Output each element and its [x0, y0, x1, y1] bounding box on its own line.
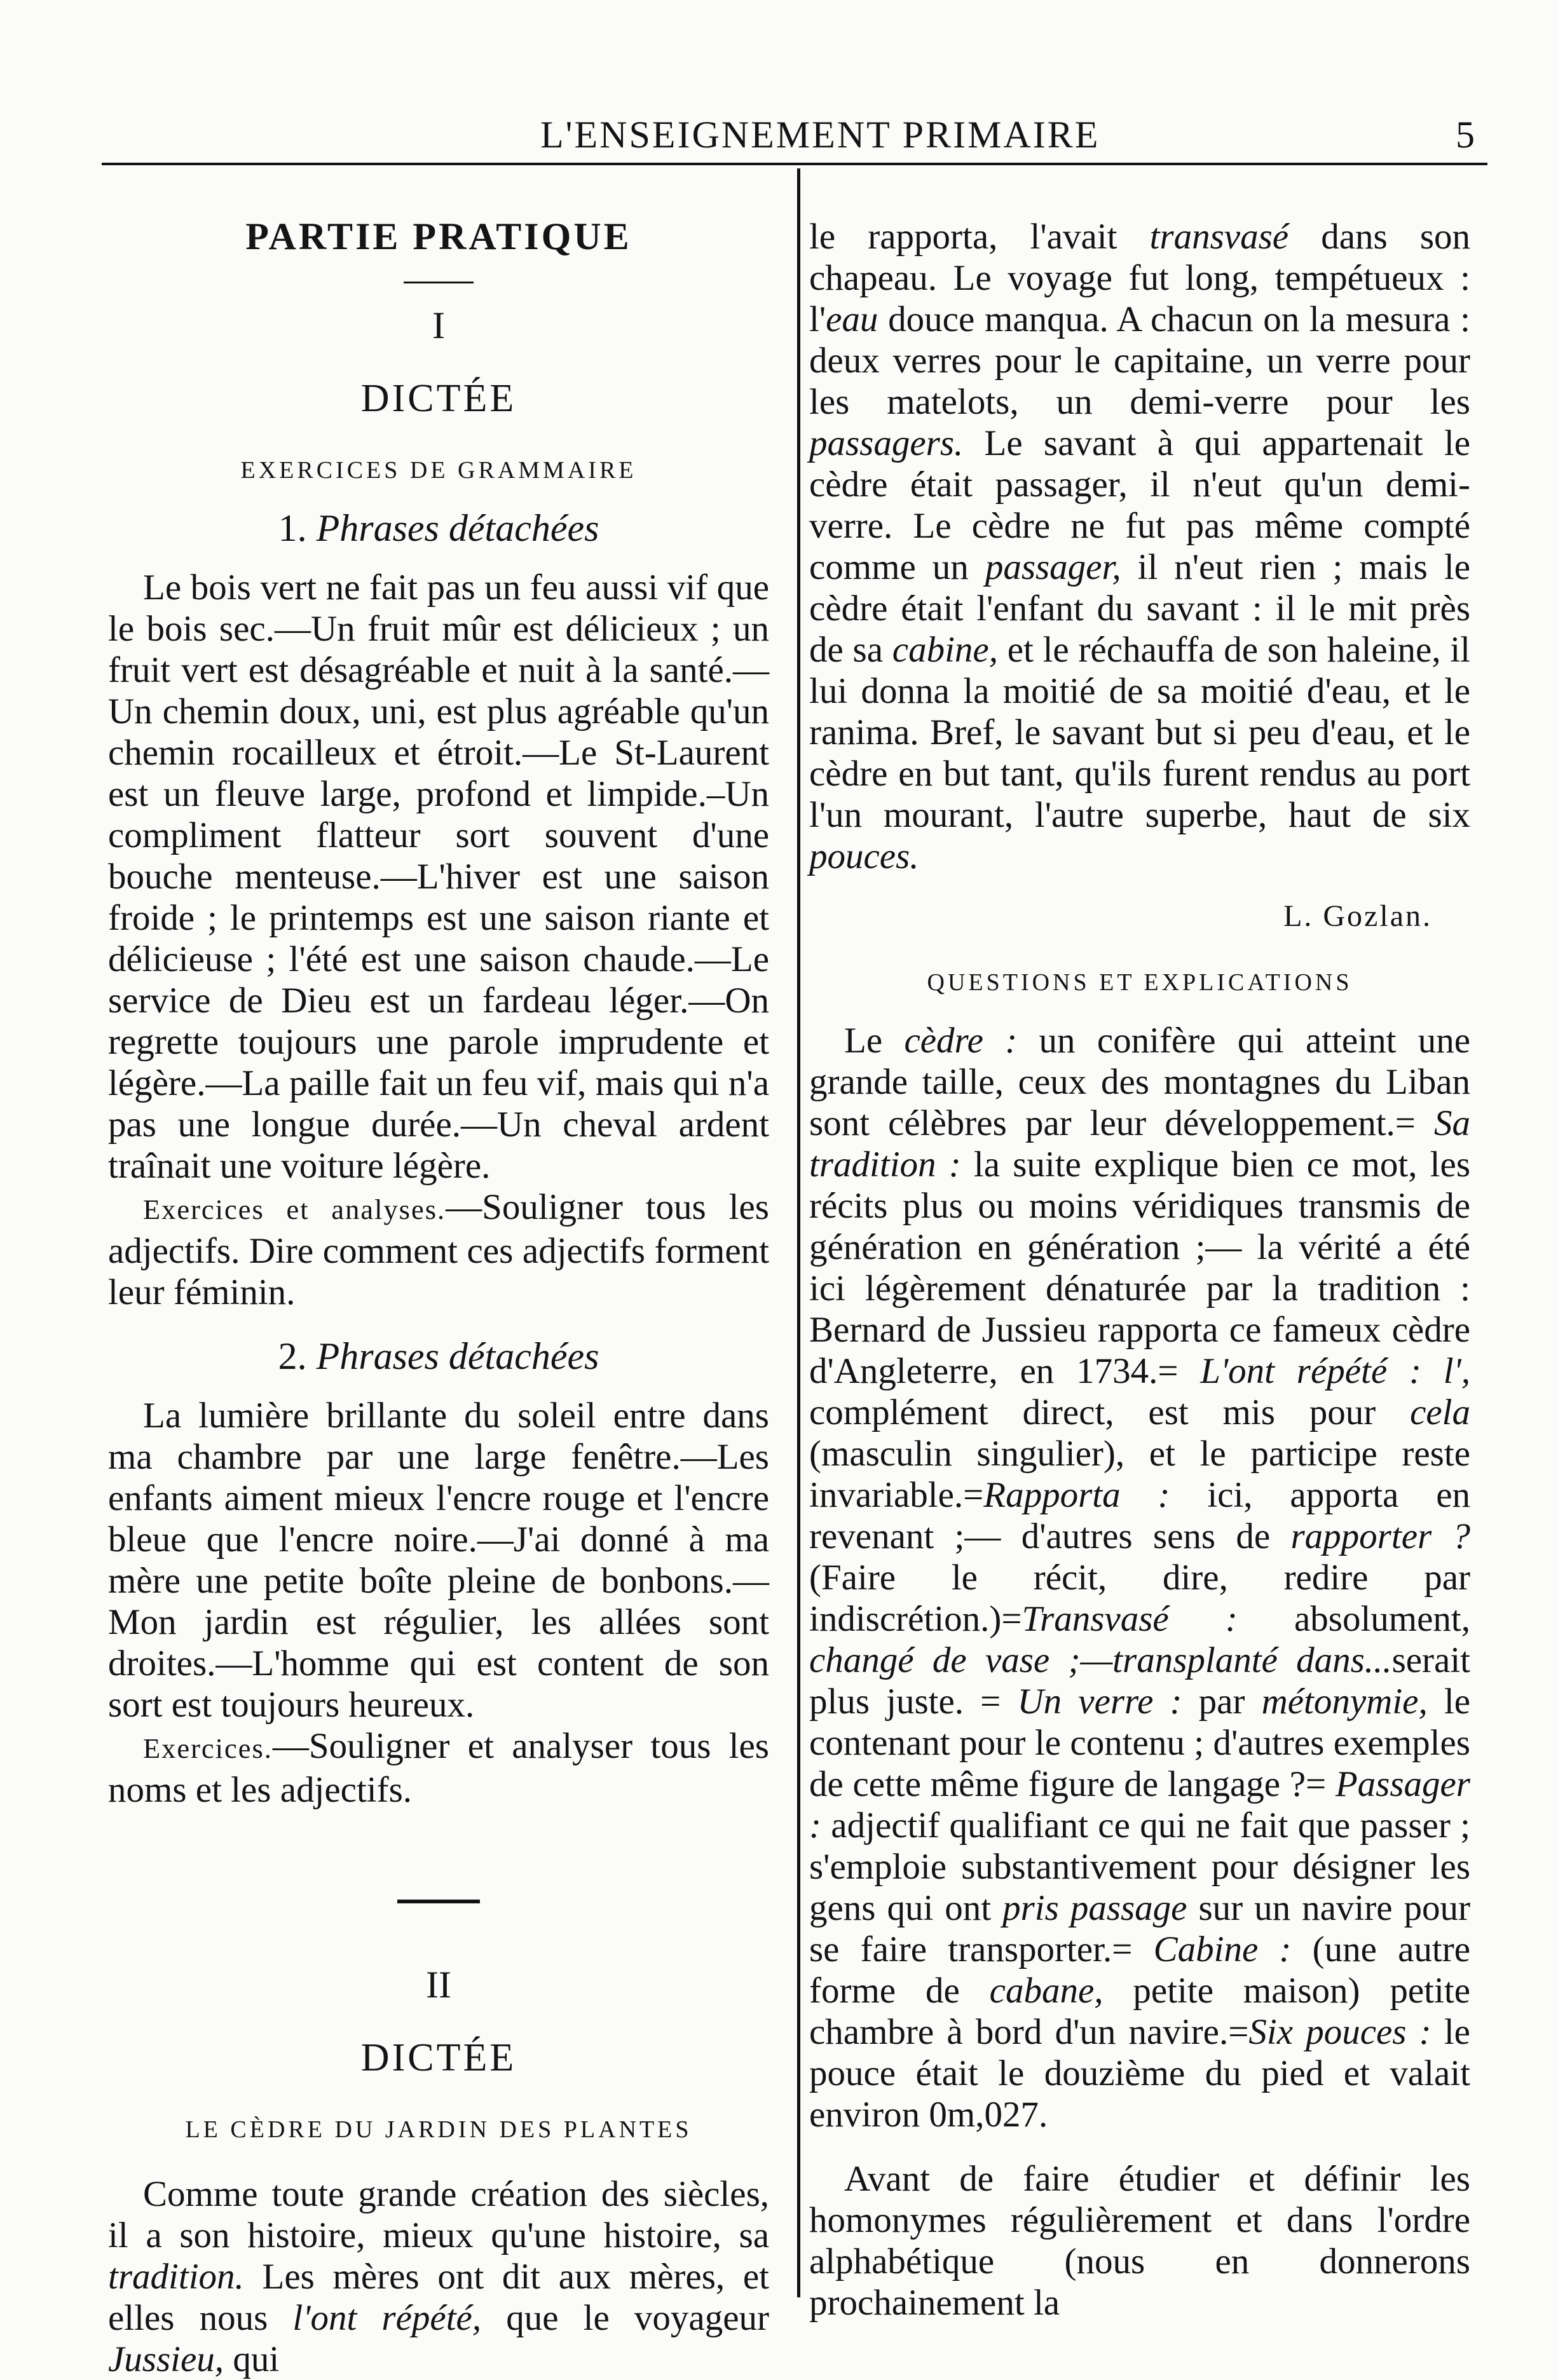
italic-run: cabine,	[892, 630, 998, 670]
page-number: 5	[1456, 114, 1475, 156]
text-run: (masculin singulier), et le participe reste invariable.=	[809, 1434, 1470, 1515]
text-run: par	[1182, 1682, 1262, 1722]
text-run: dans son chapeau. Le voyage fut long, tempétueux : l'	[809, 217, 1470, 339]
text-run: Le savant à qui appartenait le cèdre était passager, il n'eut qu'un demi-verre. Le cèdre ne fut pas même compté comme un	[809, 423, 1470, 587]
text-run: que le voyageur	[481, 2298, 770, 2338]
italic-run: passagers.	[809, 423, 964, 463]
left-column	[108, 216, 769, 2380]
text-run: serait plus juste. =	[809, 1640, 1470, 1722]
section-numeral: II	[426, 1964, 451, 2006]
text-run: (une autre forme de	[809, 1929, 1470, 2011]
text-run: il n'eut rien ; mais le cèdre était l'enfant du savant : il le mit près de sa	[809, 547, 1470, 670]
text-run: qui	[224, 2339, 280, 2379]
text-run: le pouce était le douzième du pied et valait environ 0m,027.	[809, 2012, 1470, 2135]
exercise-instructions	[108, 1187, 769, 1313]
exercise-text: Le bois vert ne fait pas un feu aussi vif que le bois sec.—Un fruit mûr est délicieux ; un fruit vert est désagréable et nuit à la santé.—Un chemin doux, uni, est plus agréable qu'un chemin rocailleux et étroit.—Le St-Laurent est un fleuve large, profond et limpide.–Un compliment flatteur sort souvent d'une bouche menteuse.—L'hiver est une saison froide ; le printemps est une saison riante et délicieuse ; l'été est une saison chaude.—Le service de Dieu est un fardeau léger.—On regrette toujours une parole imprudente et légère.—La paille fait un feu vif, mais qui n'a pas une longue durée.—Un cheval ardent traînait une voiture légère.	[108, 568, 769, 1186]
italic-run: transvasé	[1149, 217, 1289, 257]
italic-run: l'ont répété,	[292, 2298, 482, 2338]
text-run: un conifère qui atteint une grande taille, ceux des montagnes du Liban sont célèbres par leur développement.=	[809, 1021, 1471, 1143]
italic-run: L'ont répété : l',	[1200, 1351, 1470, 1391]
dictation-continuation	[809, 216, 1470, 877]
italic-run: Jussieu,	[108, 2339, 224, 2379]
instructions-text: —Souligner et analyser tous les noms et les adjectifs.	[108, 1726, 769, 1810]
text-run: et le réchauffa de son haleine, il lui donna la moitié de sa moitié d'eau, et le ranima. Bref, le savant but si peu d'eau, et le cèdre en but tant, qu'ils furent rendus au port l'un mourant, l'autre superbe, haut de six	[809, 630, 1471, 835]
instructions-label: Exercices.	[143, 1732, 273, 1764]
italic-run: Six pouces :	[1248, 2012, 1432, 2052]
exercise-number: 1.	[278, 507, 307, 549]
exercise-text: La lumière brillante du soleil entre dans ma chambre par une large fenêtre.—Les enfants aiment mieux l'encre rouge et l'encre bleue que l'encre noire.—J'ai donné à ma mère une petite boîte pleine de bonbons.—Mon jardin est régulier, les allées sont droites.—L'homme qui est content de son sort est toujours heureux.	[108, 1396, 769, 1725]
exercise-instructions	[108, 1725, 769, 1811]
exercise-number: 2.	[278, 1335, 307, 1377]
part-title: PARTIE PRATIQUE	[245, 215, 632, 257]
italic-run: Passager :	[809, 1764, 1470, 1846]
text-run: douce manqua. A chacun on la mesura : deux verres pour le capitaine, un verre pour les matelots, un demi-verre pour les	[809, 299, 1470, 422]
explanations-text	[809, 1020, 1470, 2135]
running-title: L'ENSEIGNEMENT PRIMAIRE	[540, 114, 1100, 156]
italic-run: cabane,	[989, 1971, 1104, 2011]
text-run: complément direct, est mis pour	[809, 1392, 1411, 1432]
section-subheading: EXERCICES DE GRAMMAIRE	[240, 457, 637, 484]
text-run: sur un navire pour se faire transporter.=	[809, 1888, 1470, 1969]
text-run: ici, apporta en revenant ;— d'autres sens de	[809, 1475, 1470, 1556]
text-run: petite maison) petite chambre à bord d'un navire.=	[809, 1971, 1470, 2052]
header-rule	[102, 163, 1487, 165]
author-name: L. Gozlan.	[1283, 899, 1432, 933]
section-separator	[397, 1900, 480, 1903]
exercise-title-text: Phrases détachées	[316, 1335, 599, 1377]
italic-run: pouces.	[809, 836, 919, 876]
questions-heading: QUESTIONS ET EXPLICATIONS	[927, 969, 1353, 996]
italic-run: Rapporta :	[983, 1475, 1170, 1515]
exercise-title-text: Phrases détachées	[316, 507, 599, 549]
section-numeral: I	[432, 304, 445, 346]
instructions-label: Exercices et analyses.	[143, 1193, 446, 1225]
italic-run: tradition.	[108, 2257, 244, 2297]
text-run: (Faire le récit, dire, redire par indiscrétion.)=	[809, 1558, 1470, 1639]
text-run: adjectif qualifiant ce qui ne fait que passer ; s'emploie substantivement pour désigner les gens qui ont	[809, 1805, 1470, 1928]
author-signature	[809, 894, 1470, 937]
italic-run: passager,	[985, 547, 1121, 587]
italic-run: métonymie,	[1261, 1682, 1428, 1722]
italic-run: Cabine :	[1153, 1929, 1292, 1969]
column-divider	[797, 168, 800, 2297]
exercises-text: Avant de faire étudier et définir les homonymes régulièrement et dans l'ordre alphabétique (nous en donnerons prochainement la	[809, 2159, 1470, 2323]
section-subheading: LE CÈDRE DU JARDIN DES PLANTES	[185, 2116, 692, 2143]
section-heading: DICTÉE	[360, 2036, 517, 2079]
italic-run: cèdre :	[904, 1021, 1018, 1061]
text-run: le contenant pour le contenu ; d'autres exemples de cette même figure de langage ?=	[809, 1682, 1471, 1804]
text-run: le rapporta, l'avait	[809, 217, 1150, 257]
italic-run: Un verre :	[1017, 1682, 1182, 1722]
title-rule	[404, 282, 474, 283]
italic-run: rapporter ?	[1290, 1516, 1471, 1556]
exercise-title	[108, 1336, 769, 1377]
text-run: Le	[844, 1021, 905, 1061]
right-column	[809, 216, 1470, 2323]
dictation-text	[108, 2173, 769, 2380]
text-run: absolument,	[1237, 1599, 1471, 1639]
section-heading: DICTÉE	[360, 377, 517, 420]
exercise-title	[108, 508, 769, 549]
italic-run: cela	[1410, 1392, 1470, 1432]
italic-run: Transvasé :	[1022, 1599, 1238, 1639]
instructions-text: —Souligner tous les adjectifs. Dire comment ces adjectifs forment leur féminin.	[108, 1187, 769, 1312]
text-run: Comme toute grande création des siècles, il a son histoire, mieux qu'une histoire, sa	[108, 2174, 769, 2255]
text-run: la suite explique bien ce mot, les récits plus ou moins véridiques transmis de génération en génération ;— la vérité a été ici légèrement dénaturée par la tradition : Bernard de Jussieu rapporta ce fameux cèdre d'Angleterre, en 1734.=	[809, 1145, 1470, 1391]
italic-run: Sa tradition :	[809, 1103, 1470, 1185]
text-run: Les mères ont dit aux mères, et elles nous	[108, 2257, 769, 2338]
italic-run: eau	[826, 299, 878, 339]
italic-run: changé de vase ;—transplanté dans...	[809, 1640, 1392, 1680]
italic-run: pris passage	[1002, 1888, 1187, 1928]
page-header	[102, 95, 1487, 165]
